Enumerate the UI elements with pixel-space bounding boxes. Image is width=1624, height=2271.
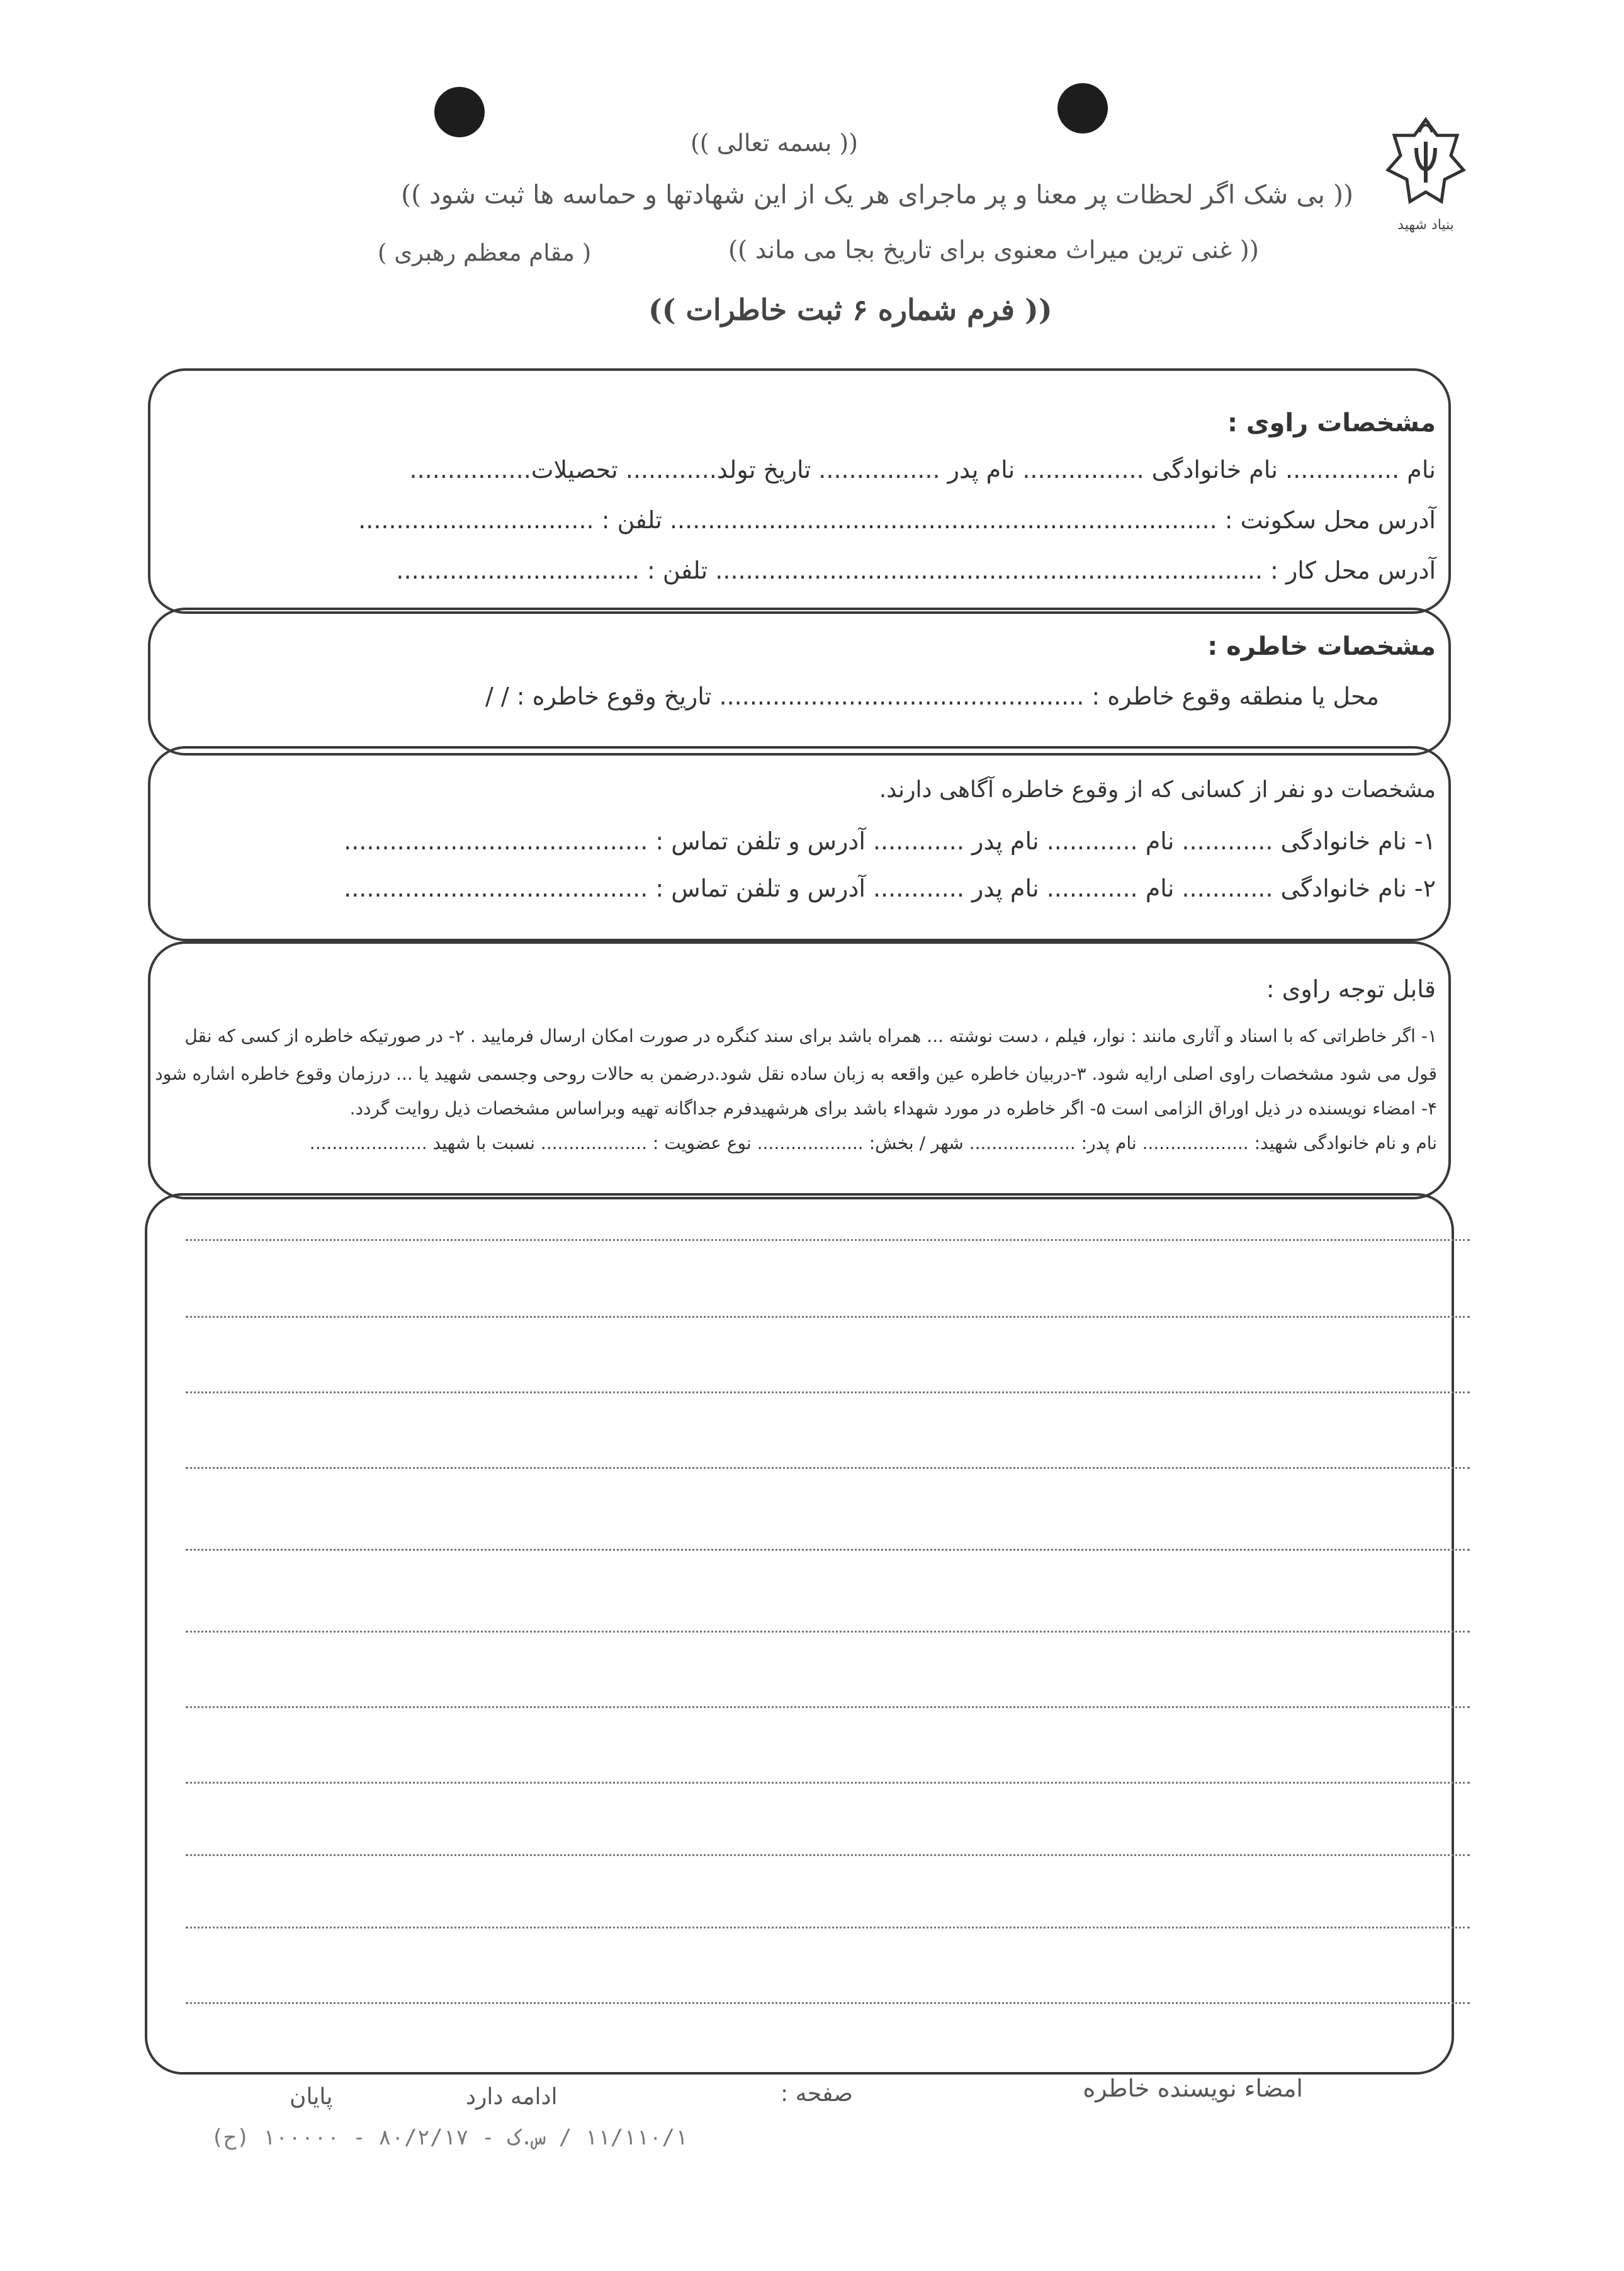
writing-line xyxy=(186,2002,1470,2004)
form-title: (( فرم شماره ۶ ثبت خاطرات )) xyxy=(648,293,1052,327)
writing-line xyxy=(186,1782,1470,1784)
logo-caption: بنیاد شهید xyxy=(1397,217,1454,233)
signature-label: امضاء نویسنده خاطره xyxy=(1083,2075,1303,2102)
punch-hole-right xyxy=(1057,83,1108,133)
memory-title: مشخصات خاطره : xyxy=(1207,632,1436,661)
writing-line xyxy=(186,1549,1470,1551)
writing-line xyxy=(186,1391,1470,1393)
writing-line xyxy=(186,1467,1470,1469)
witnesses-intro: مشخصات دو نفر از کسانی که از وقوع خاطره آگاهی دارند. xyxy=(879,777,1436,803)
narrator-row3: آدرس محل کار : ........................................................................ تلفن : ................................ xyxy=(396,557,1436,584)
quote-source: ( مقام معظم رهبری ) xyxy=(378,239,592,266)
narrator-row1: نام ............... نام خانوادگی ................ نام پدر ................ تاریخ تولد............ تحصیلات................ xyxy=(409,456,1436,484)
writing-line xyxy=(186,1631,1470,1633)
notes-title: قابل توجه راوی : xyxy=(1266,975,1436,1003)
writing-area[interactable] xyxy=(145,1193,1454,2075)
witness-row2: ۲- نام خانوادگی ............ نام ............ نام پدر ............ آدرس و تلفن تماس : ........................................ xyxy=(344,875,1436,902)
writing-line xyxy=(186,1316,1470,1318)
writing-line xyxy=(186,1854,1470,1856)
bismillah: (( بسمه تعالی )) xyxy=(690,129,859,157)
notes-section xyxy=(148,941,1451,1199)
notes-line3: ۴- امضاء نویسنده در ذیل اوراق الزامی است ۵- اگر خاطره در مورد شهداء باشد برای هرشهیدفرم جداگانه تهیه وبراساس مشخصات ذیل روایت گردد. xyxy=(349,1098,1437,1119)
page-label: صفحه : xyxy=(781,2081,853,2107)
narrator-section xyxy=(148,368,1451,614)
writing-line xyxy=(186,1706,1470,1708)
memory-row1: محل یا منطقه وقوع خاطره : ................................................ تاریخ وقوع خاطره : / / xyxy=(485,682,1379,710)
end-label: پایان xyxy=(290,2084,333,2110)
notes-line4: نام و نام خانوادگی شهید: ................... نام پدر: ................... شهر / بخش: ................... نوع عضویت : ................... نسبت با شهید ..................... xyxy=(309,1133,1437,1153)
witnesses-section xyxy=(148,746,1451,941)
writing-line xyxy=(186,1239,1470,1241)
memory-section xyxy=(148,608,1451,756)
continues-label: ادامه دارد xyxy=(466,2084,558,2110)
form-code: ۱۱/۱۱۰/۱ / س.ک - ۸۰/۲/۱۷ - ۱۰۰۰۰۰ (ح) xyxy=(211,2125,688,2150)
narrator-title: مشخصات راوی : xyxy=(1227,409,1436,438)
leader-quote-line1: (( بی شک اگر لحظات پر معنا و پر ماجرای هر یک از این شهادتها و حماسه ها ثبت شود )) xyxy=(401,179,1353,210)
leader-quote-line2: (( غنی ترین میراث معنوی برای تاریخ بجا می ماند )) xyxy=(728,236,1259,264)
notes-line2: قول می شود مشخصات راوی اصلی ارایه شود. ۳-دربیان خاطره عین واقعه به زبان ساده نقل شود.درضمن به حالات روحی وجسمی شهید یا ... درزمان وقوع خاطره اشاره شود xyxy=(155,1063,1437,1084)
witness-row1: ۱- نام خانوادگی ............ نام ............ نام پدر ............ آدرس و تلفن تماس : ........................................ xyxy=(344,827,1436,855)
notes-line1: ۱- اگر خاطراتی که با اسناد و آثاری مانند : نوار، فیلم ، دست نوشته ... همراه باشد برای سند کنگره در صورت امکان ارسال فرمایید . ۲- در صورتیکه خاطره از کسی که نقل xyxy=(184,1026,1437,1046)
narrator-row2: آدرس محل سکونت : ........................................................................ تلفن : ............................... xyxy=(358,506,1436,534)
writing-line xyxy=(186,1927,1470,1928)
